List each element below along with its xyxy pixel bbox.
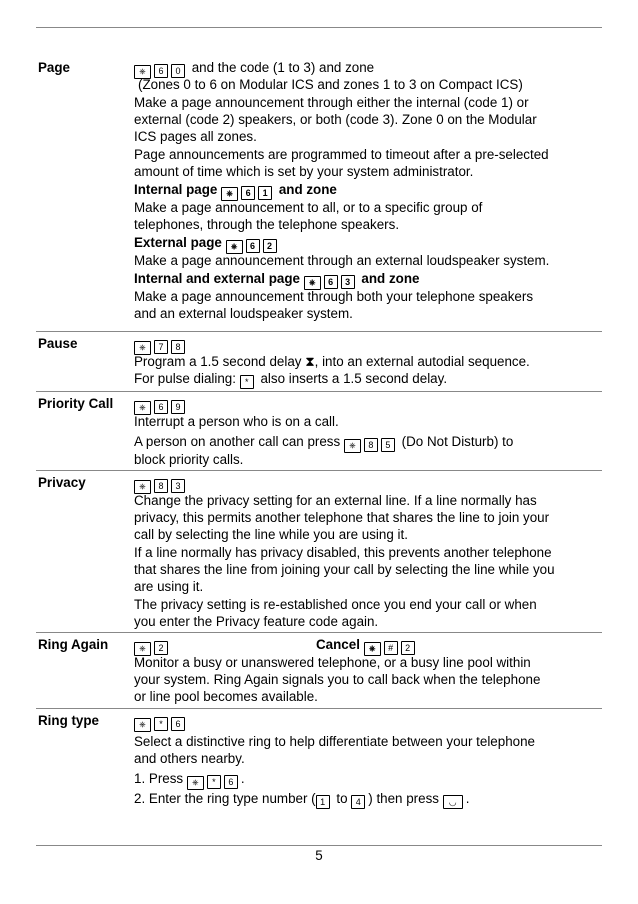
- priority-desc-1: Interrupt a person who is on a call.: [134, 414, 339, 429]
- pause-desc-2: [134, 370, 447, 389]
- key-3: 3: [171, 479, 185, 493]
- privacy-desc-5: that shares the line from joining your call by selecting the line while you: [134, 562, 555, 577]
- divider: [36, 470, 602, 471]
- privacy-desc-2: privacy, this permits another telephone that shares the line to join your: [134, 510, 550, 525]
- divider: [36, 391, 602, 392]
- key-8: 8: [364, 438, 378, 452]
- step-1-period: .: [240, 771, 245, 786]
- key-4: 4: [351, 795, 365, 809]
- ring-type-desc-1: Select a distinctive ring to help differentiate between your telephone: [134, 734, 535, 749]
- key-8: 8: [154, 479, 168, 493]
- page-zones: (Zones 0 to 6 on Modular ICS and zones 1 to 3 on Compact ICS): [138, 77, 523, 92]
- page-desc-1: Make a page announcement through either the internal (code 1) or: [134, 95, 529, 110]
- feature-key-icon: ⎈: [221, 187, 238, 201]
- ring-type-desc-2: and others nearby.: [134, 751, 245, 766]
- page-desc-3: ICS pages all zones.: [134, 129, 257, 144]
- term-privacy: Privacy: [38, 475, 86, 490]
- key-2: 2: [263, 239, 277, 253]
- term-ring-type: Ring type: [38, 713, 100, 728]
- pause-desc-text: Program a 1.5 second delay: [134, 354, 302, 369]
- ring-again-desc-3: or line pool becomes available.: [134, 689, 318, 704]
- page-timeout-2: amount of time which is set by your system administrator.: [134, 164, 474, 179]
- key-6: 6: [154, 400, 168, 414]
- term-ring-again: Ring Again: [38, 637, 109, 652]
- key-3: 3: [341, 275, 355, 289]
- key-6: 6: [154, 64, 168, 78]
- priority-dnd-text: (Do Not Disturb) to: [401, 434, 514, 449]
- bottom-rule: [36, 845, 602, 846]
- key-1: 1: [316, 795, 330, 809]
- key-star: *: [154, 717, 168, 731]
- page-number: 5: [315, 848, 323, 863]
- both-page-heading: [134, 270, 419, 290]
- pause-code-line: [134, 335, 188, 355]
- internal-page-desc-1: Make a page announcement to all, or to a specific group of: [134, 200, 483, 215]
- feature-key-icon: ⎈: [134, 718, 151, 732]
- external-page-label: External page: [134, 235, 222, 250]
- privacy-desc-4: If a line normally has privacy disabled, this prevents another telephone: [134, 545, 552, 560]
- key-2: 2: [154, 641, 168, 655]
- priority-desc-2: [134, 433, 513, 453]
- key-9: 9: [171, 400, 185, 414]
- both-page-desc-1: Make a page announcement through both your telephone speakers: [134, 289, 534, 304]
- key-star: *: [240, 375, 254, 389]
- privacy-desc-8: you enter the Privacy feature code again.: [134, 614, 379, 629]
- feature-key-icon: ⎈: [134, 480, 151, 494]
- term-page: Page: [38, 60, 71, 75]
- ring-again-code-line: [134, 636, 171, 656]
- feature-key-icon: ⎈: [134, 401, 151, 415]
- ring-again-desc-1: Monitor a busy or unanswered telephone, or a busy line pool within: [134, 655, 531, 670]
- key-star: *: [207, 775, 221, 789]
- priority-desc-3: block priority calls.: [134, 452, 244, 467]
- key-0: 0: [171, 64, 185, 78]
- release-key-icon: ◡: [443, 795, 463, 809]
- ring-again-cancel: [316, 636, 418, 656]
- internal-page-label: Internal page: [134, 182, 218, 197]
- both-page-suffix: and zone: [361, 271, 420, 286]
- key-1: 1: [258, 186, 272, 200]
- key-hash: #: [384, 641, 398, 655]
- internal-page-suffix: and zone: [278, 182, 337, 197]
- privacy-code-line: [134, 474, 188, 494]
- pause-symbol-icon: ⧗: [305, 354, 315, 369]
- both-page-desc-2: and an external loudspeaker system.: [134, 306, 353, 321]
- privacy-desc-1: Change the privacy setting for an external line. If a line normally has: [134, 493, 537, 508]
- top-rule: [36, 27, 602, 28]
- step-2-period: .: [465, 791, 470, 806]
- internal-page-desc-2: telephones, through the telephone speakers.: [134, 217, 400, 232]
- priority-desc-text: A person on another call can press: [134, 434, 341, 449]
- pulse-dial-label: For pulse dialing:: [134, 371, 236, 386]
- pulse-dial-text: also inserts a 1.5 second delay.: [260, 371, 448, 386]
- step-2-then: ) then press: [368, 791, 439, 806]
- page-desc-2: external (code 2) speakers, or both (code 3). Zone 0 on the Modular: [134, 112, 537, 127]
- step-2-text: 2. Enter the ring type number (: [134, 791, 316, 806]
- term-priority-call: Priority Call: [38, 396, 114, 411]
- feature-key-icon: ⎈: [344, 439, 361, 453]
- key-6: 6: [324, 275, 338, 289]
- term-pause: Pause: [38, 336, 78, 351]
- key-2: 2: [401, 641, 415, 655]
- ring-type-code-line: [134, 712, 188, 732]
- privacy-desc-6: are using it.: [134, 579, 204, 594]
- key-6: 6: [241, 186, 255, 200]
- feature-key-icon: ⎈: [134, 65, 151, 79]
- divider: [36, 331, 602, 332]
- key-7: 7: [154, 340, 168, 354]
- step-2-to: to: [336, 791, 348, 806]
- feature-key-icon: ⎈: [304, 276, 321, 290]
- key-8: 8: [171, 340, 185, 354]
- external-page-desc: Make a page announcement through an external loudspeaker system.: [134, 253, 550, 268]
- external-page-heading: [134, 234, 280, 254]
- internal-page-heading: [134, 181, 337, 201]
- page-timeout-1: Page announcements are programmed to timeout after a pre-selected: [134, 147, 549, 162]
- privacy-desc-7: The privacy setting is re-established once you end your call or when: [134, 597, 537, 612]
- ring-type-step-1: [134, 770, 245, 790]
- key-5: 5: [381, 438, 395, 452]
- ring-again-desc-2: your system. Ring Again signals you to call back when the telephone: [134, 672, 541, 687]
- pause-desc-1: [134, 353, 530, 370]
- divider: [36, 708, 602, 709]
- privacy-desc-3: call by selecting the line while you are using it.: [134, 527, 408, 542]
- divider: [36, 632, 602, 633]
- feature-key-icon: ⎈: [364, 642, 381, 656]
- key-6: 6: [224, 775, 238, 789]
- feature-key-icon: ⎈: [187, 776, 204, 790]
- step-1-text: 1. Press: [134, 771, 184, 786]
- key-6: 6: [246, 239, 260, 253]
- key-6: 6: [171, 717, 185, 731]
- feature-key-icon: ⎈: [226, 240, 243, 254]
- priority-code-line: [134, 395, 188, 415]
- feature-key-icon: ⎈: [134, 341, 151, 355]
- ring-type-step-2: [134, 790, 469, 809]
- cancel-label: Cancel: [316, 637, 360, 652]
- pause-desc-text-2: , into an external autodial sequence.: [314, 354, 530, 369]
- feature-key-icon: ⎈: [134, 642, 151, 656]
- page-code-text: and the code (1 to 3) and zone: [191, 60, 375, 75]
- both-page-label: Internal and external page: [134, 271, 300, 286]
